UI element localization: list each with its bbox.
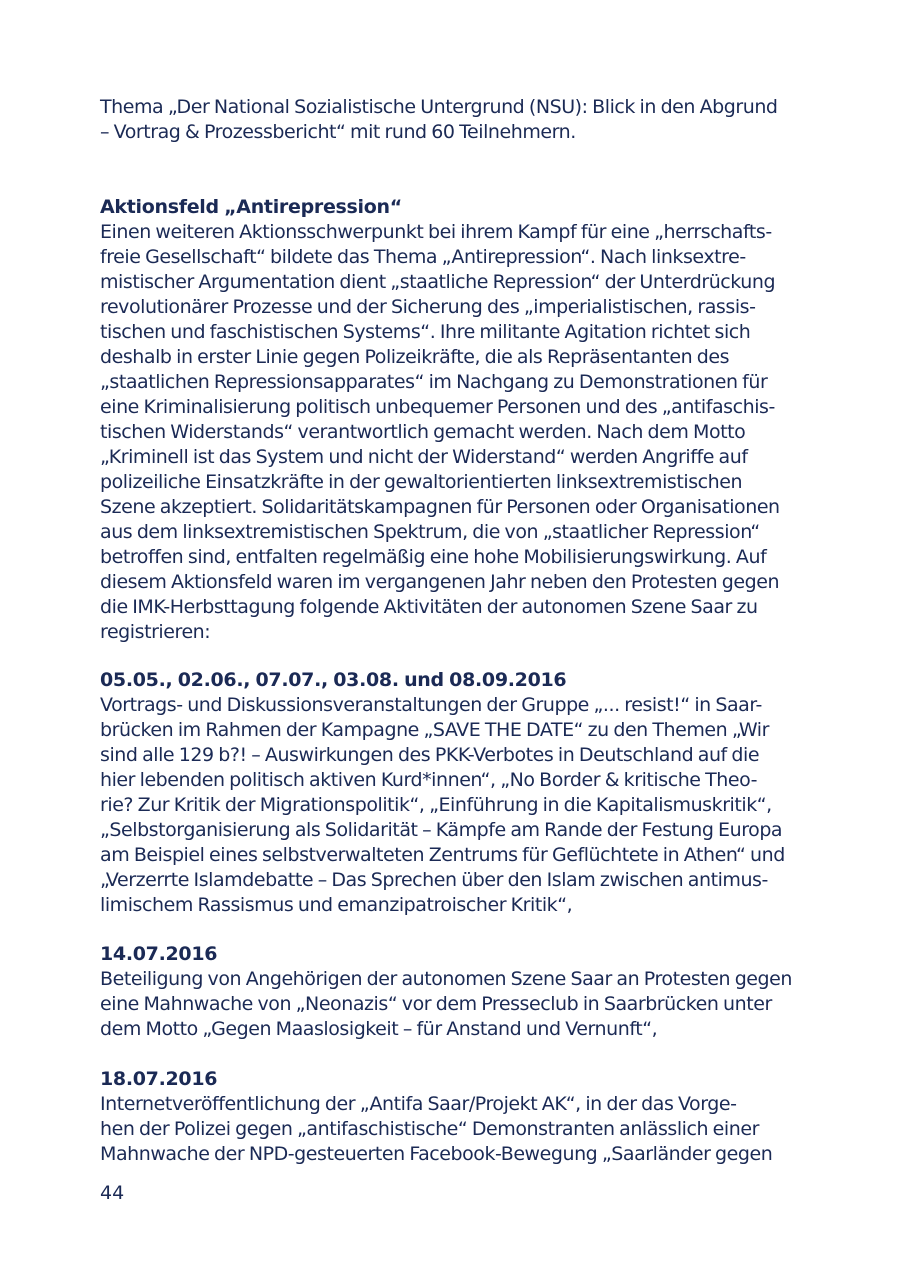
- text-line: tischen Widerstands“ verantwortlich gemacht werden. Nach dem Motto: [100, 421, 746, 443]
- text-line: dem Motto „Gegen Maaslosigkeit – für Anstand und Vernunft“,: [100, 1018, 658, 1040]
- entry-14-07-2016: [100, 942, 820, 1042]
- text-line: freie Gesellschaft“ bildete das Thema „Antirepression“. Nach linksextre-: [100, 246, 746, 268]
- text-line: rie? Zur Kritik der Migrationspolitik“, „Einführung in die Kapitalismuskritik“,: [100, 794, 772, 816]
- text-line: mistischer Argumentation dient „staatliche Repression“ der Unterdrückung: [100, 271, 776, 293]
- text-line: Beteiligung von Angehörigen der autonomen Szene Saar an Protesten gegen: [100, 968, 792, 990]
- text-line: eine Kriminalisierung politisch unbequemer Personen und des „antifaschis-: [100, 396, 775, 418]
- text-line: diesem Aktionsfeld waren im vergangenen Jahr neben den Protesten gegen: [100, 571, 780, 593]
- section-heading: Aktionsfeld „Antirepression“: [100, 196, 402, 218]
- text-line: revolutionärer Prozesse und der Sicherung des „imperialistischen, rassis-: [100, 296, 756, 318]
- text-line: registrieren:: [100, 621, 211, 643]
- text-line: am Beispiel eines selbstverwalteten Zentrums für Geflüchtete in Athen“ und: [100, 844, 785, 866]
- text-line: die IMK-Herbsttagung folgende Aktivitäten der autonomen Szene Saar zu: [100, 596, 758, 618]
- text-line: Einen weiteren Aktionsschwerpunkt bei ihrem Kampf für eine „herrschafts-: [100, 221, 772, 243]
- text-line: „Verzerrte Islamdebatte – Das Sprechen über den Islam zwischen antimus-: [100, 869, 768, 891]
- text-line: hen der Polizei gegen „antifaschistische“ Demonstranten anlässlich einer: [100, 1118, 759, 1140]
- text-line: „staatlichen Repressionsapparates“ im Nachgang zu Demonstrationen für: [100, 371, 768, 393]
- text-line: „Kriminell ist das System und nicht der Widerstand“ werden Angriffe auf: [100, 446, 748, 468]
- text-line: Internetveröffentlichung der „Antifa Saar/Projekt AK“, in der das Vorge-: [100, 1093, 737, 1115]
- entry-date: 05.05., 02.06., 07.07., 03.08. und 08.09.2016: [100, 669, 567, 691]
- section-antirepression: [100, 195, 820, 645]
- text-line: Mahnwache der NPD-gesteuerten Facebook-Bewegung „Saarländer gegen: [100, 1143, 773, 1165]
- text-line: „Selbstorganisierung als Solidarität – Kämpfe am Rande der Festung Europa: [100, 819, 783, 841]
- text-line: brücken im Rahmen der Kampagne „SAVE THE DATE“ zu den Themen „Wir: [100, 719, 769, 741]
- text-line: eine Mahnwache von „Neonazis“ vor dem Presseclub in Saarbrücken unter: [100, 993, 772, 1015]
- text-line: – Vortrag & Prozessbericht“ mit rund 60 Teilnehmern.: [100, 121, 576, 143]
- text-line: betroffen sind, entfalten regelmäßig eine hohe Mobilisierungswirkung. Auf: [100, 546, 767, 568]
- page-number: 44: [100, 1182, 125, 1204]
- text-line: Szene akzeptiert. Solidaritätskampagnen für Personen oder Organisationen: [100, 496, 780, 518]
- text-line: limischem Rassismus und emanzipatroischer Kritik“,: [100, 894, 573, 916]
- entry-2016-multiple-dates: [100, 668, 820, 918]
- text-line: sind alle 129 b?! – Auswirkungen des PKK-Verbotes in Deutschland auf die: [100, 744, 760, 766]
- intro-paragraph: [100, 95, 820, 145]
- text-line: deshalb in erster Linie gegen Polizeikräfte, die als Repräsentanten des: [100, 346, 730, 368]
- text-line: Thema „Der National Sozialistische Untergrund (NSU): Blick in den Abgrund: [100, 96, 778, 118]
- entry-date: 18.07.2016: [100, 1068, 218, 1090]
- text-line: polizeiliche Einsatzkräfte in der gewaltorientierten linksextremistischen: [100, 471, 743, 493]
- entry-date: 14.07.2016: [100, 943, 218, 965]
- entry-18-07-2016: [100, 1067, 820, 1167]
- text-line: hier lebenden politisch aktiven Kurd*innen“, „No Border & kritische Theo-: [100, 769, 758, 791]
- text-line: Vortrags- und Diskussionsveranstaltungen der Gruppe „... resist!“ in Saar-: [100, 694, 762, 716]
- text-line: tischen und faschistischen Systems“. Ihre militante Agitation richtet sich: [100, 321, 751, 343]
- text-line: aus dem linksextremistischen Spektrum, die von „staatlicher Repression“: [100, 521, 760, 543]
